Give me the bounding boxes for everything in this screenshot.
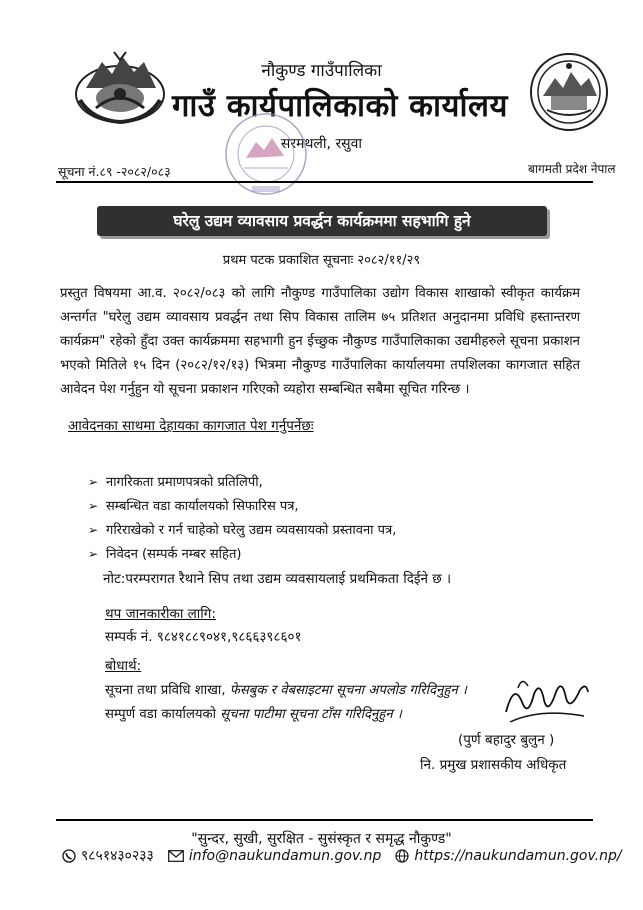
header-divider [56, 181, 593, 183]
cc-heading: बोधार्थ: [105, 658, 142, 674]
signer-designation: नि. प्रमुख प्रशासकीय अधिकृत [420, 757, 567, 773]
arrow-bullet-icon: ➢ [88, 499, 99, 513]
list-item: ➢ गरिराखेको र गर्न चाहेको घरेलु उद्यम व्यवसायको प्रस्तावना पत्र, [88, 518, 396, 542]
phone-icon [62, 849, 76, 863]
arrow-bullet-icon: ➢ [88, 547, 99, 561]
priority-note: नोट:परम्परागत रैथाने सिप तथा उद्यम व्यवसायलाई प्रथमिकता दिईने छ । [103, 571, 452, 587]
footer-phone: ९८५१४३०२३३ [62, 846, 154, 865]
municipality-name: नौकुण्ड गाउँपालिका [261, 61, 382, 81]
first-published-date: प्रथम पटक प्रकाशित सूचनाः २०८२/११/२९ [222, 253, 421, 268]
body-paragraph: प्रस्तुत विषयमा आ.व. २०८२/०८३ को लागि नौकुण्ड गाउँपालिका उद्योग विकास शाखाको स्वीकृत कार्यक्रम अन्तर्गत "घरेलु उद्यम व्यावसाय प्रवर्द्धन तथा सिप विकास तालिम ७५ प्रतिशत अनुदानमा प्रविधि हस्तान्तरण कार्यक्रम" रहेको हुँदा उक्त कार्यक्रममा सहभागी हुन ईच्छुक नौकुण्ड गाउँपालिकाका उद्यमीहरुले सूचना प्रकाशन भएको मितिले १५ दिन (२०८२/१२/१३) भित्रमा नौकुण्ड गाउँपालिका कार्यालयमा तपशिलका कागजात सहित आवेदन पेश गर्नुहुन यो सूचना प्रकाशन गरिएको व्यहोरा सम्बन्धित सबैमा सूचित गरिन्छ । [60, 286, 580, 397]
arrow-bullet-icon: ➢ [88, 475, 99, 489]
office-title: गाउँ कार्यपालिकाको कार्यालय [171, 88, 509, 124]
footer-divider [56, 819, 593, 821]
municipality-logo-icon [529, 52, 609, 132]
footer-email[interactable]: info@naukundamun.gov.np [168, 848, 382, 864]
signature-icon [500, 672, 592, 732]
office-address: सरमथली, रसुवा [280, 136, 363, 152]
province-label: बागमती प्रदेश नेपाल [528, 162, 616, 176]
documents-list [88, 470, 396, 566]
footer-contact-bar [62, 846, 636, 865]
footer-website[interactable]: https://naukundamun.gov.np/ [395, 848, 621, 864]
list-item: ➢ निवेदन (सम्पर्क नम्बर सहित) [88, 542, 396, 566]
footer-slogan: "सुन्दर, सुखी, सुरक्षित - सुसंस्कृत र समृद्ध नौकुण्ड" [191, 831, 452, 847]
cc-line-it-section: सूचना तथा प्रविधि शाखा, फेसबुक र वेबसाइटमा सूचना अपलोड गरिदिनुहुन । [105, 683, 467, 698]
documents-heading: आवेदनका साथमा देहायका कागजात पेश गर्नुपर्नेछः [68, 418, 314, 434]
globe-icon [395, 849, 409, 863]
reference-number: सूचना नं.८९ -२०८२/०८३ [58, 164, 171, 179]
contact-numbers: सम्पर्क नं. ९८४१८८९०४१,९८६६३९८६०१ [105, 629, 302, 645]
envelope-icon [168, 850, 184, 862]
arrow-bullet-icon: ➢ [88, 523, 99, 537]
signer-name: (पुर्ण बहादुर बुलुन ) [458, 732, 555, 748]
list-item: ➢ सम्बन्धित वडा कार्यालयको सिफारिस पत्र, [88, 494, 396, 518]
notice-title-banner: घरेलु उद्यम व्यावसाय प्रवर्द्धन कार्यक्रममा सहभागि हुने [97, 206, 547, 236]
list-item: ➢ नागरिकता प्रमाणपत्रको प्रतिलिपी, [88, 470, 396, 494]
more-info-heading: थप जानकारीका लागि: [105, 606, 216, 622]
official-stamp-icon [222, 110, 310, 202]
cc-line-ward-offices: सम्पुर्ण वडा कार्यालयको सूचना पाटीमा सूचना टाँस गरिदिनुहुन । [105, 707, 402, 722]
